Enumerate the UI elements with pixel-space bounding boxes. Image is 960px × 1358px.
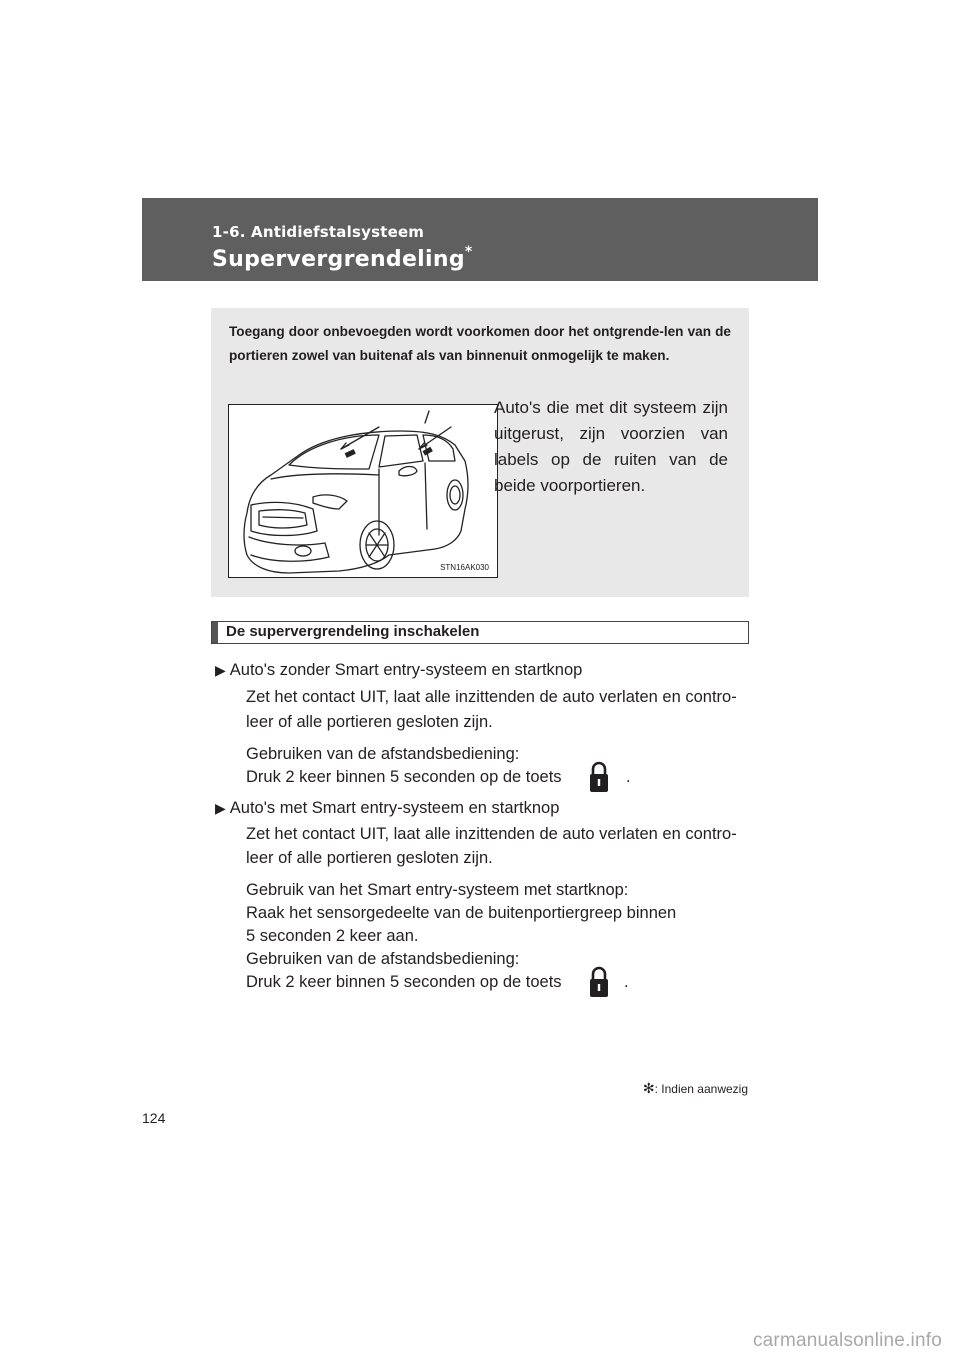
case1-line1: Zet het contact UIT, laat alle inzittenden de auto verlaten en contro- (246, 688, 737, 706)
case2-remote-instruction: Druk 2 keer binnen 5 seconden op de toets (246, 973, 562, 991)
case1-title: Auto's zonder Smart entry-systeem en startknop (229, 661, 583, 679)
case2-title: Auto's met Smart entry-systeem en startknop (229, 799, 560, 817)
footnote-text: : Indien aanwezig (654, 1082, 748, 1096)
case2-smart-line2: 5 seconden 2 keer aan. (246, 927, 419, 945)
subsection-bar (212, 622, 218, 643)
page-title (212, 244, 473, 272)
case1-period: . (626, 768, 631, 786)
figure-code: STN16AK030 (440, 563, 489, 572)
case2-smart-line1: Raak het sensorgedeelte van de buitenportiergreep binnen (246, 904, 677, 922)
case2-period: . (624, 973, 629, 991)
figure-caption: Auto's die met dit systeem zijn uitgerust, zijn voorzien van labels op de ruiten van de beide voorportieren. (494, 398, 728, 495)
case1-line2: leer of alle portieren gesloten zijn. (246, 713, 493, 731)
page-title-text: Supervergrendeling (212, 247, 465, 272)
header-band (142, 198, 818, 281)
case1-remote-title: Gebruiken van de afstandsbediening: (246, 745, 520, 763)
section-label: 1-6. Antidiefstalsysteem (212, 223, 425, 241)
case1-title-line (215, 658, 582, 682)
footnote (643, 1080, 748, 1097)
asterisk-icon: ✻ (642, 1080, 655, 1096)
lock-icon (588, 965, 610, 999)
lock-icon (588, 760, 610, 794)
case2-title-line (215, 796, 559, 820)
case2-line1: Zet het contact UIT, laat alle inzittenden de auto verlaten en contro- (246, 825, 737, 843)
watermark[interactable]: carmanualsonline.info (752, 1330, 942, 1351)
intro-box (211, 308, 749, 597)
car-drawing (229, 405, 497, 577)
subsection-heading: De supervergrendeling inschakelen (226, 623, 480, 640)
intro-text: Toegang door onbevoegden wordt voorkomen door het ontgrende-len van de portieren zowel van buitenaf als van binnenuit onmogelijk te maken. (229, 324, 731, 363)
title-footnote-mark: * (464, 244, 473, 260)
page-number: 124 (142, 1110, 166, 1126)
case2-line2: leer of alle portieren gesloten zijn. (246, 849, 493, 867)
case1-remote-instruction: Druk 2 keer binnen 5 seconden op de toets (246, 768, 562, 786)
triangle-right-icon: ▶ (215, 662, 226, 678)
triangle-right-icon: ▶ (215, 800, 226, 816)
case2-smart-title: Gebruik van het Smart entry-systeem met startknop: (246, 881, 629, 899)
case2-remote-title: Gebruiken van de afstandsbediening: (246, 950, 520, 968)
car-illustration (228, 404, 498, 578)
subsection-header (211, 621, 749, 644)
